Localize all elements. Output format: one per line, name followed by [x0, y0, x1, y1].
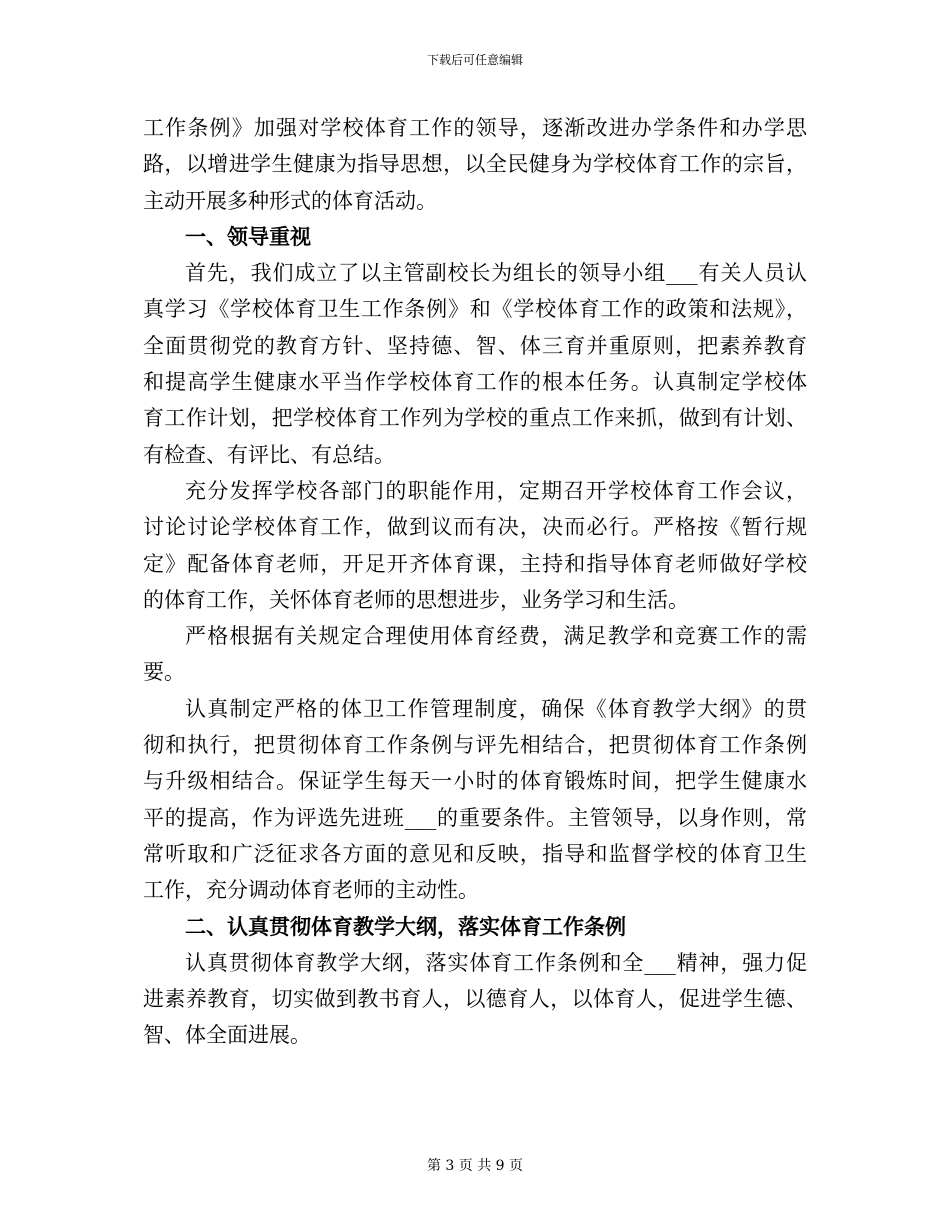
- section-heading: 二、认真贯彻体育教学大纲，落实体育工作条例: [185, 913, 626, 939]
- text-line: 智、体全面进展。: [143, 1023, 311, 1048]
- document-body: [143, 110, 807, 1054]
- text-line: 真学习《学校体育卫生工作条例》和《学校体育工作的政策和法规》，: [143, 297, 807, 322]
- paragraph-first-line: 首先，我们成立了以主管副校长为组长的领导小组___有关人员认: [185, 261, 807, 286]
- section-heading: 一、领导重视: [185, 223, 311, 249]
- text-line: 工作条例》加强对学校体育工作的领导，逐渐改进办学条件和办学思: [143, 116, 807, 140]
- paragraph-first-line: 认真制定严格的体卫工作管理制度，确保《体育教学大纲》的贯: [185, 696, 807, 721]
- paragraph-first-line: 认真贯彻体育教学大纲，落实体育工作条例和全___精神，强力促: [185, 950, 807, 975]
- text-line: 彻和执行，把贯彻体育工作条例与评先相结合，把贯彻体育工作条例: [143, 733, 807, 758]
- text-line: 定》配备体育老师，开足开齐体育课，主持和指导体育老师做好学校: [143, 551, 807, 576]
- text-line: 有检查、有评比、有总结。: [143, 442, 395, 467]
- text-line: 工作，充分调动体育老师的主动性。: [143, 878, 479, 903]
- text-line: 与升级相结合。保证学生每天一小时的体育锻炼时间，把学生健康水: [143, 769, 807, 794]
- text-line: 和提高学生健康水平当作学校体育工作的根本任务。认真制定学校体: [143, 370, 807, 395]
- paragraph-first-line: 充分发挥学校各部门的职能作用，定期召开学校体育工作会议，: [185, 478, 807, 503]
- text-line: 的体育工作，关怀体育老师的思想进步，业务学习和生活。: [143, 587, 689, 612]
- text-line: 常听取和广泛征求各方面的意见和反映，指导和监督学校的体育卫生: [143, 841, 807, 866]
- text-line: 要。: [143, 660, 185, 685]
- text-line: 育工作计划，把学校体育工作列为学校的重点工作来抓，做到有计划、: [143, 406, 807, 431]
- text-line: 进素养教育，切实做到教书育人，以德育人，以体育人，促进学生德、: [143, 987, 807, 1012]
- paragraph-first-line: 严格根据有关规定合理使用体育经费，满足教学和竞赛工作的需: [185, 624, 807, 649]
- text-line: 路，以增进学生健康为指导思想，以全民健身为学校体育工作的宗旨，: [143, 152, 807, 177]
- text-line: 全面贯彻党的教育方针、坚持德、智、体三育并重原则，把素养教育: [143, 333, 807, 358]
- page-number: 第 3 页 共 9 页: [426, 1158, 524, 1174]
- text-line: 讨论讨论学校体育工作，做到议而有决，决而必行。严格按《暂行规: [143, 515, 807, 540]
- text-line: 主动开展多种形式的体育活动。: [143, 188, 437, 213]
- text-line: 平的提高，作为评选先进班___的重要条件。主管领导，以身作则，常: [143, 805, 807, 830]
- page-header: 下载后可任意编辑: [426, 53, 523, 67]
